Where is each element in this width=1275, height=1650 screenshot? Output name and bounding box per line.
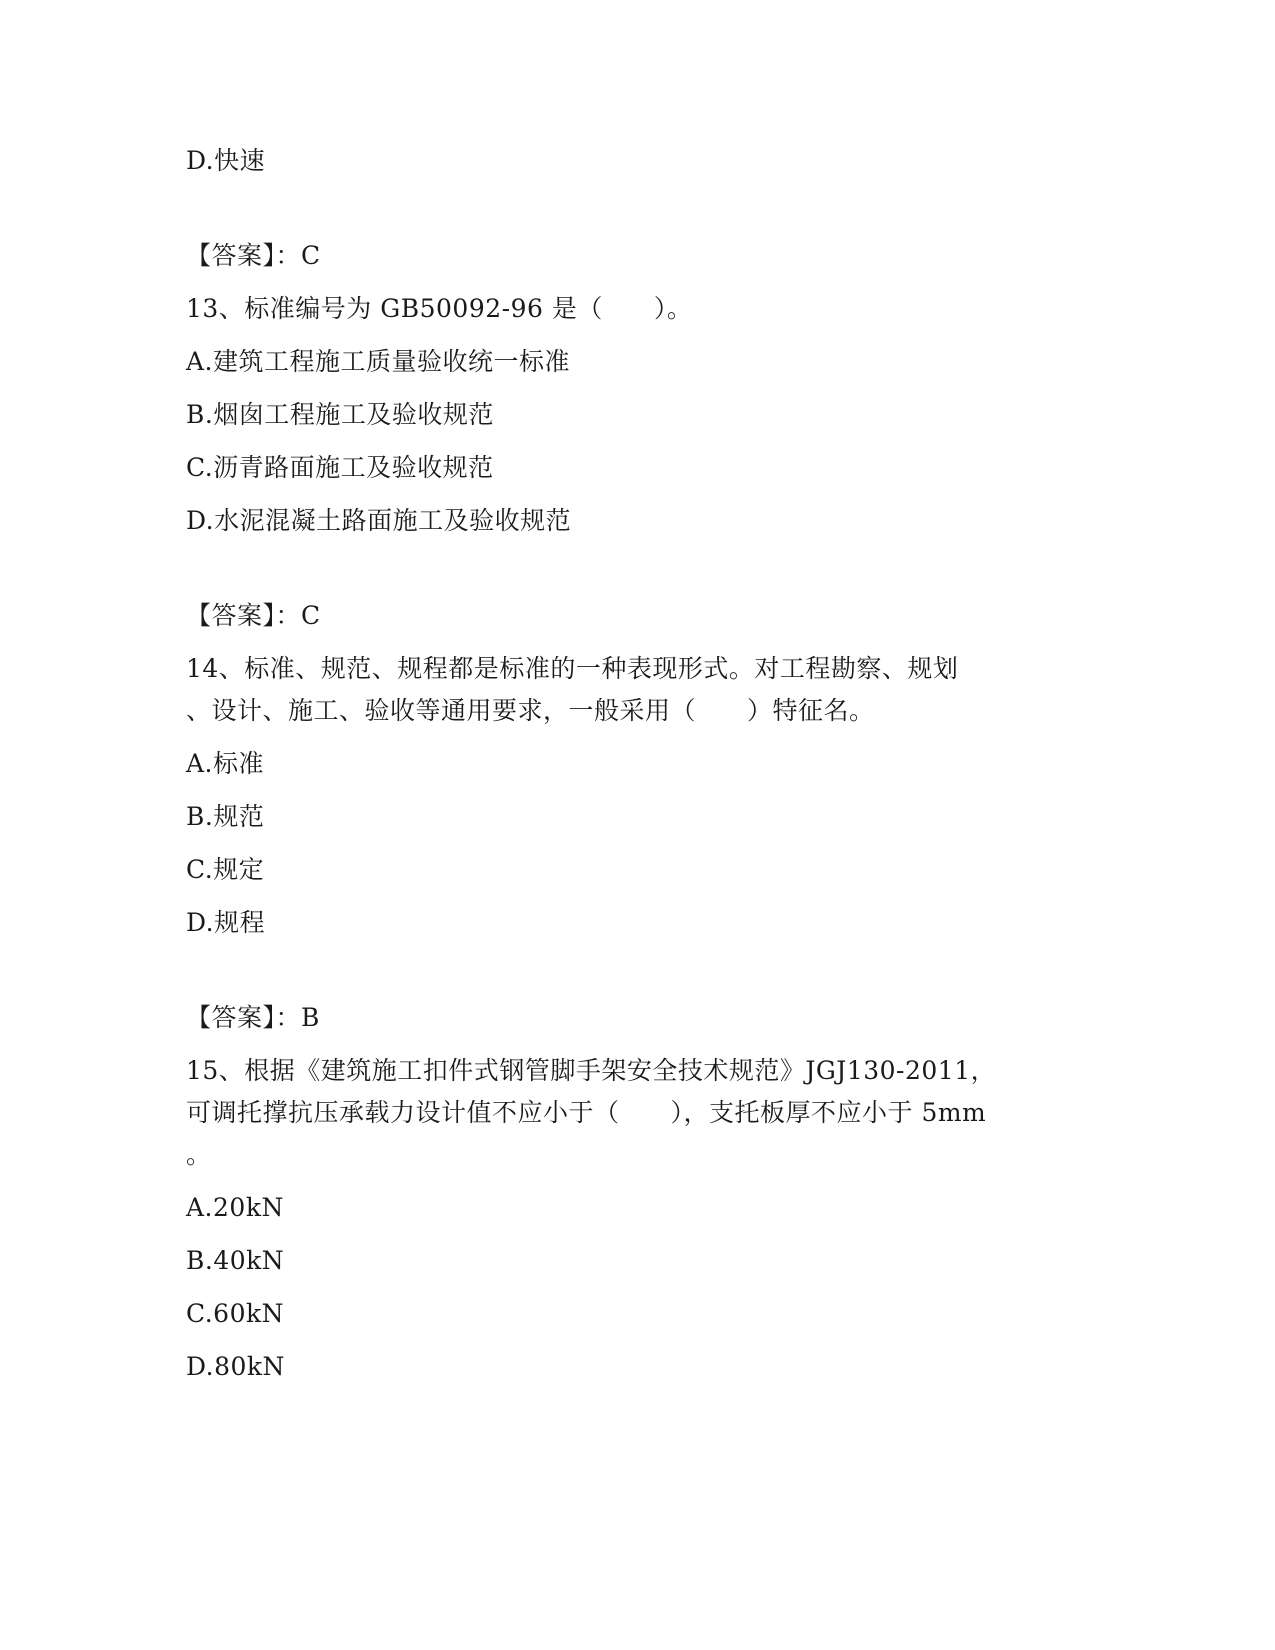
q12-answer: 【答案】：C [186, 241, 321, 270]
q15-option-b: B.40kN [186, 1246, 285, 1275]
q13-answer: 【答案】：C [186, 601, 321, 630]
q13-option-b: B.烟囱工程施工及验收规范 [186, 400, 494, 429]
q14-option-d: D.规程 [186, 908, 266, 937]
q14-stem-line2: 、设计、施工、验收等通用要求，一般采用（ ）特征名。 [186, 696, 875, 725]
q12-option-d: D.快速 [186, 146, 266, 175]
q15-option-d: D.80kN [186, 1352, 285, 1381]
q14-stem-line1: 14、标准、规范、规程都是标准的一种表现形式。对工程勘察、规划 [186, 654, 959, 683]
q15-stem-line3: 。 [186, 1140, 212, 1169]
q15-stem-line2: 可调托撑抗压承载力设计值不应小于（ ），支托板厚不应小于 5mm [186, 1098, 987, 1127]
q14-option-b: B.规范 [186, 802, 265, 831]
q15-option-c: C.60kN [186, 1299, 285, 1328]
q15-option-a: A.20kN [186, 1193, 284, 1222]
q14-answer: 【答案】：B [186, 1003, 320, 1032]
q13-option-a: A.建筑工程施工质量验收统一标准 [186, 347, 571, 376]
q13-option-c: C.沥青路面施工及验收规范 [186, 453, 494, 482]
q15-stem-line1: 15、根据《建筑施工扣件式钢管脚手架安全技术规范》JGJ130-2011， [186, 1056, 997, 1085]
q13-option-d: D.水泥混凝土路面施工及验收规范 [186, 506, 572, 535]
q14-option-a: A.标准 [186, 749, 265, 778]
q14-option-c: C.规定 [186, 855, 265, 884]
q13-stem: 13、标准编号为 GB50092-96 是（ ）。 [186, 294, 693, 323]
